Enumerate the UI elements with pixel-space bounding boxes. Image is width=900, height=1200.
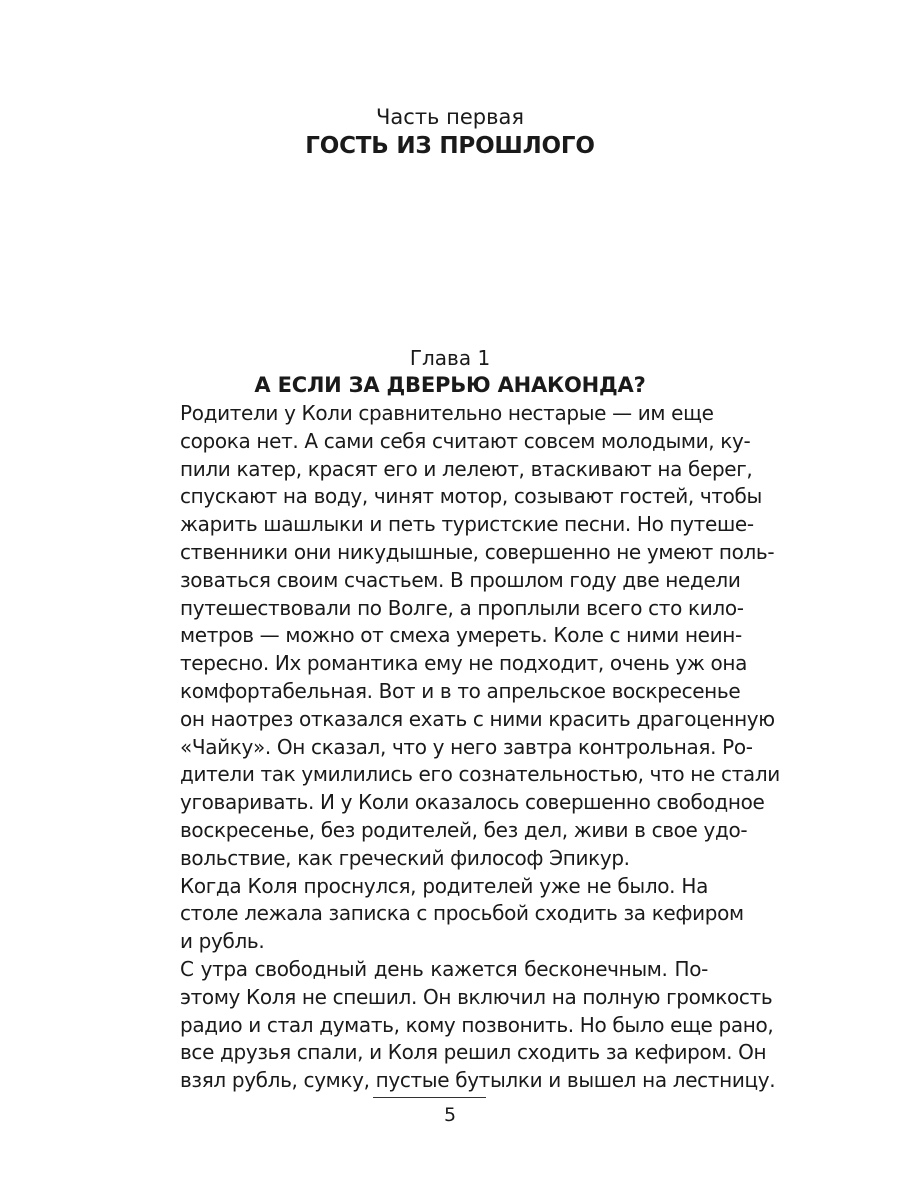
text-line: пили катер, красят его и лелеют, втаскивают на берег, xyxy=(180,456,753,481)
text-line: взял рубль, сумку, пустые бутылки и вышел на лестницу. xyxy=(180,1068,776,1093)
part-label: Часть первая xyxy=(376,105,524,129)
part-title: ГОСТЬ ИЗ ПРОШЛОГО xyxy=(305,133,595,159)
text-line: радио и стал думать, кому позвонить. Но было еще рано, xyxy=(180,1012,774,1037)
text-line: воскресенье, без родителей, без дел, живи в свое удо- xyxy=(180,817,748,842)
text-line: и рубль. xyxy=(180,929,265,954)
text-line: «Чайку». Он сказал, что у него завтра контрольная. Ро- xyxy=(180,734,753,759)
text-line: тересно. Их романтика ему не подходит, очень уж она xyxy=(180,651,748,676)
text-line: зоваться своим счастьем. В прошлом году две недели xyxy=(180,567,741,592)
text-line: жарить шашлыки и петь туристские песни. Но путеше- xyxy=(180,512,754,537)
text-line: сорока нет. А сами себя считают совсем молодыми, ку- xyxy=(180,428,751,453)
text-line: ственники они никудышные, совершенно не умеют поль- xyxy=(180,539,775,564)
text-line: С утра свободный день кажется бесконечным. По- xyxy=(180,956,708,981)
page-number: 5 xyxy=(443,1104,457,1126)
text-line: он наотрез отказался ехать с ними красить драгоценную xyxy=(180,706,775,731)
text-line: комфортабельная. Вот и в то апрельское воскресенье xyxy=(180,678,741,703)
text-line: спускают на воду, чинят мотор, созывают гостей, чтобы xyxy=(180,484,762,509)
chapter-label: Глава 1 xyxy=(409,346,491,370)
text-line: путешествовали по Волге, а проплыли всего сто кило- xyxy=(180,595,744,620)
paragraph-1 xyxy=(152,400,780,873)
text-line: метров — можно от смеха умереть. Коле с ними неин- xyxy=(180,623,742,648)
text-line: дители так умилились его сознательностью, что не стали xyxy=(180,762,780,787)
paragraph-3 xyxy=(152,956,776,1095)
text-line: столе лежала записка с просьбой сходить за кефиром xyxy=(180,901,744,926)
text-line: все друзья спали, и Коля решил сходить за кефиром. Он xyxy=(180,1040,767,1065)
footer-rule xyxy=(373,1097,486,1098)
text-line: Когда Коля проснулся, родителей уже не было. На xyxy=(180,873,708,898)
text-line: вольствие, как греческий философ Эпикур. xyxy=(180,845,630,870)
text-line: Родители у Коли сравнительно нестарые — им еще xyxy=(180,401,714,425)
paragraph-2 xyxy=(152,873,744,956)
text-line: уговаривать. И у Коли оказалось совершенно свободное xyxy=(180,790,765,815)
chapter-title: А ЕСЛИ ЗА ДВЕРЬЮ АНАКОНДА? xyxy=(254,373,646,397)
text-line: этому Коля не спешил. Он включил на полную громкость xyxy=(180,984,773,1009)
body-text xyxy=(152,400,780,1095)
